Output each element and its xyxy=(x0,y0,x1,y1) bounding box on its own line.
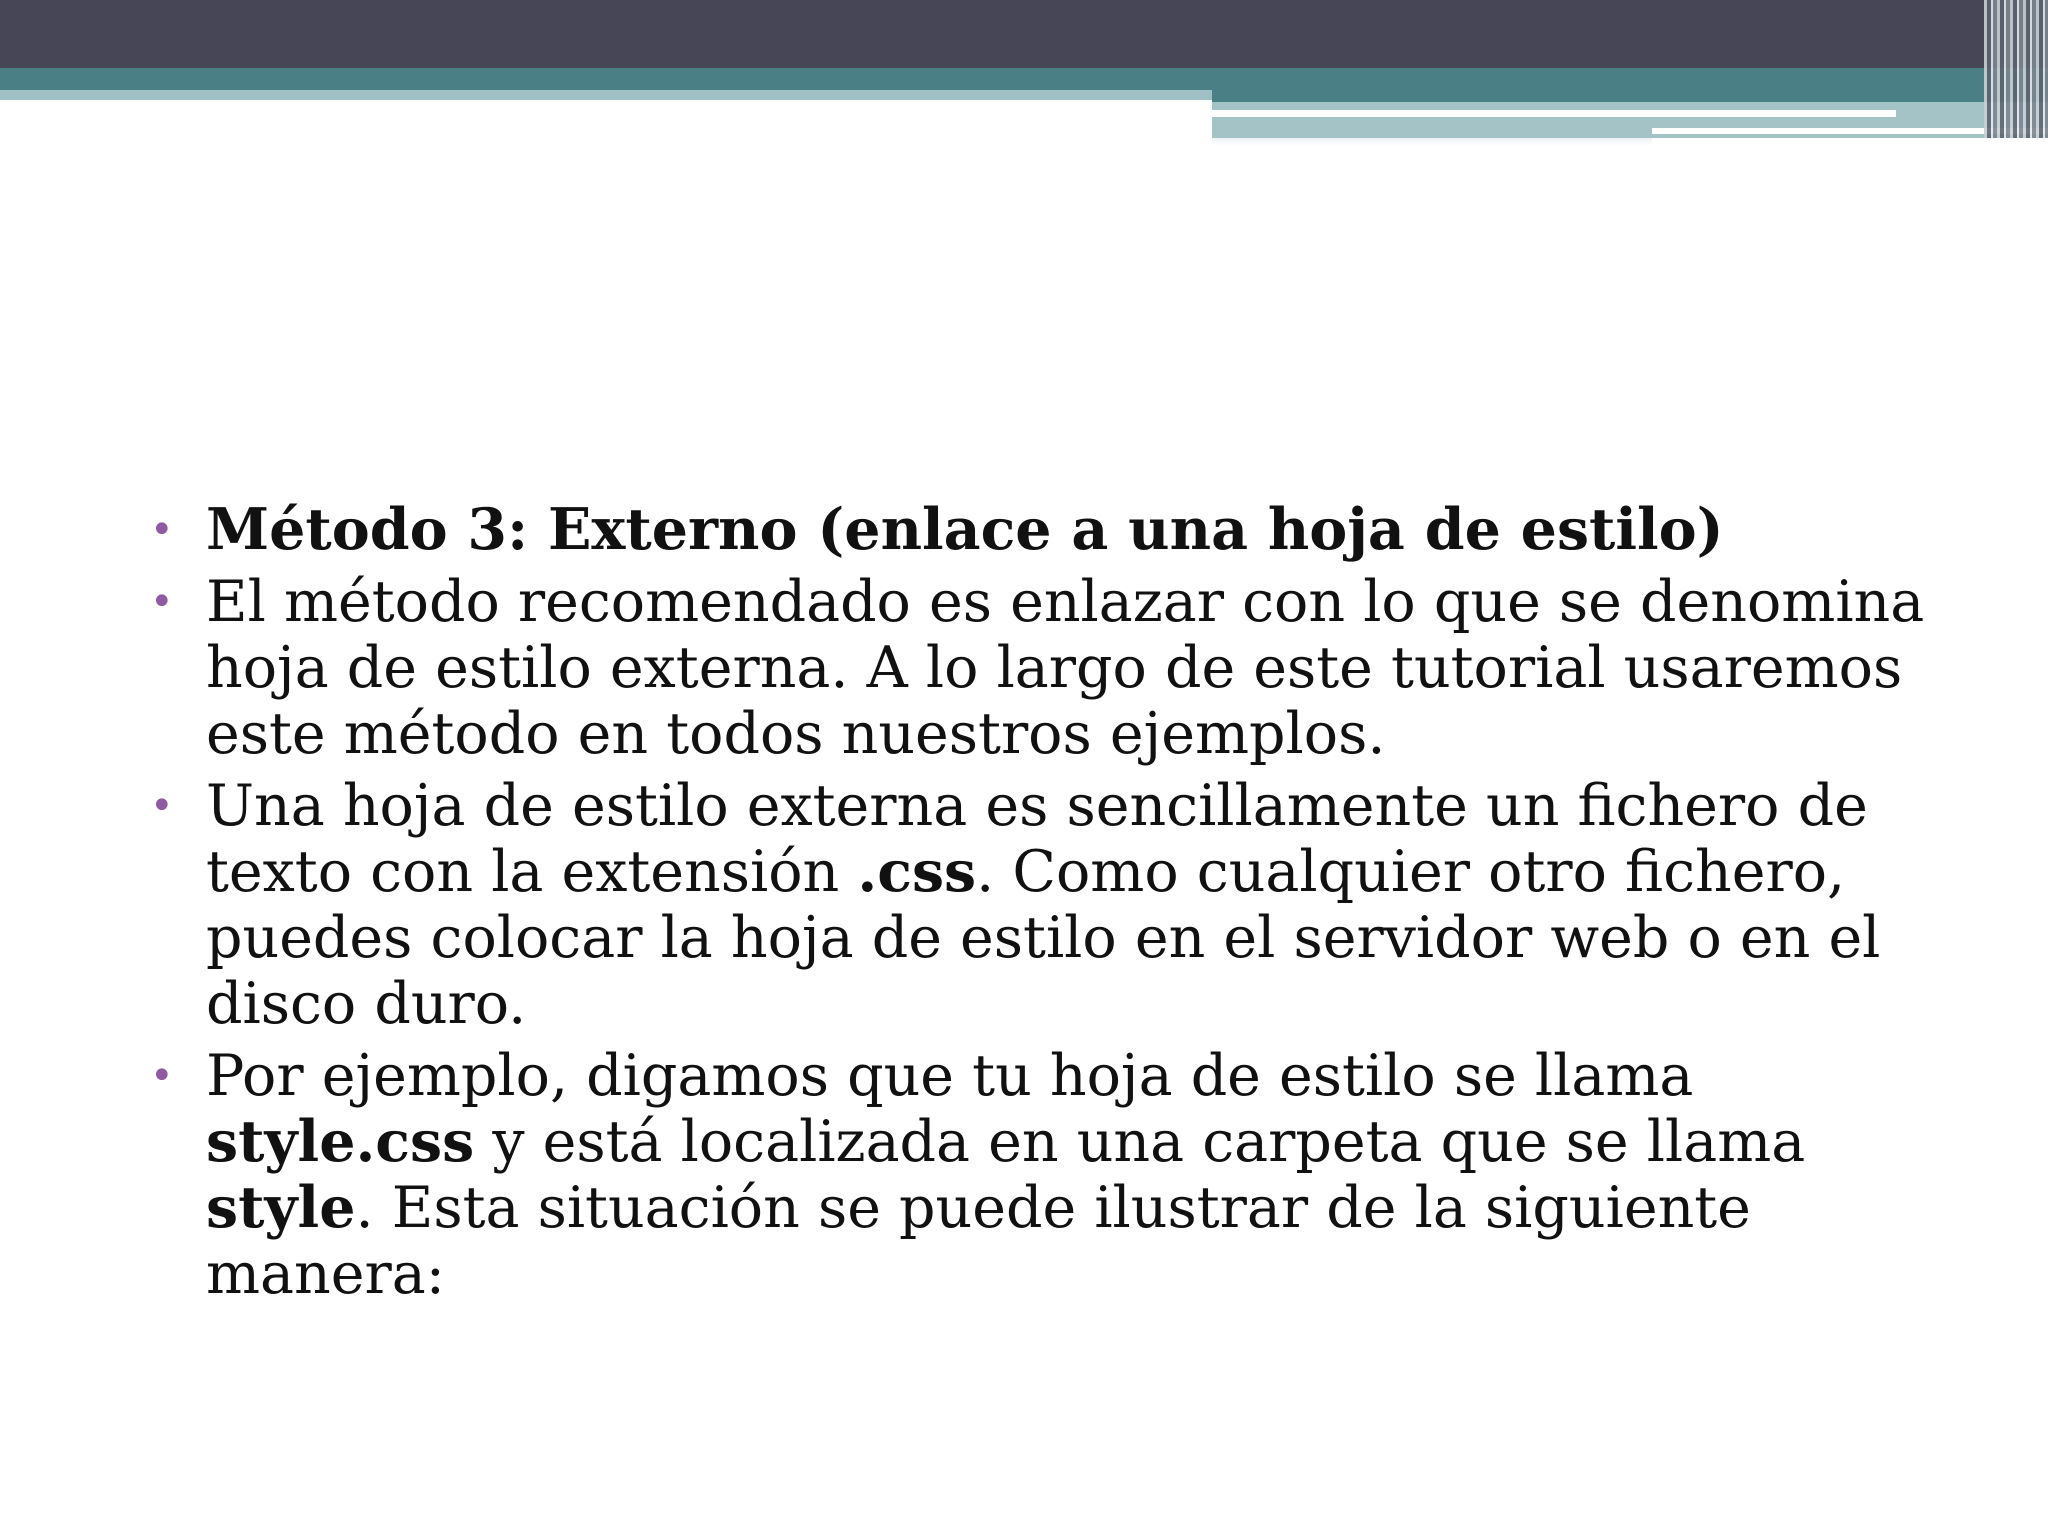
bullet-text-css-extension: .css xyxy=(857,838,977,905)
bullet-text-filename: style.css xyxy=(206,1108,475,1175)
header-teal-band-left xyxy=(0,68,1212,90)
header-accent-line xyxy=(1212,110,1896,117)
header-light-band-left xyxy=(0,90,1212,100)
bullet-dot-icon: • xyxy=(150,579,174,625)
bullet-text: . Esta situación se puede ilustrar de la siguiente manera: xyxy=(206,1175,1751,1307)
header-stripes-decoration xyxy=(1984,0,2048,138)
bullet-heading: Método 3: Externo (enlace a una hoja de estilo) xyxy=(206,496,1724,563)
bullet-item-external-stylesheet xyxy=(142,773,1932,1037)
bullet-item-example xyxy=(142,1043,1932,1307)
bullet-text-folder-name: style xyxy=(206,1174,356,1241)
header-teal-band-right xyxy=(1212,68,2048,102)
bullet-dot-icon: • xyxy=(150,1053,174,1099)
header-shadow xyxy=(1212,138,1652,146)
bullet-text: Por ejemplo, digamos que tu hoja de estilo se llama xyxy=(206,1043,1694,1109)
bullet-text: . Como cualquier otro fichero, puedes colocar la hoja de estilo en el servidor web o en el disco duro. xyxy=(206,839,1881,1037)
bullet-dot-icon: • xyxy=(150,783,174,829)
bullet-text: y está localizada en una carpeta que se llama xyxy=(474,1109,1806,1175)
bullet-text: Una hoja de estilo externa es sencillamente un fichero de texto con la extensión xyxy=(206,773,1868,905)
bullet-dot-icon: • xyxy=(150,507,174,553)
header-dark-band xyxy=(0,0,2048,68)
bullet-text: El método recomendado es enlazar con lo que se denomina hoja de estilo externa. A lo largo de este tutorial usaremos este método en todos nuestros ejemplos. xyxy=(206,569,1925,767)
bullet-item-method-3 xyxy=(142,497,1932,563)
bullet-item-recommended-method xyxy=(142,569,1932,767)
bullet-list xyxy=(142,497,1932,1313)
